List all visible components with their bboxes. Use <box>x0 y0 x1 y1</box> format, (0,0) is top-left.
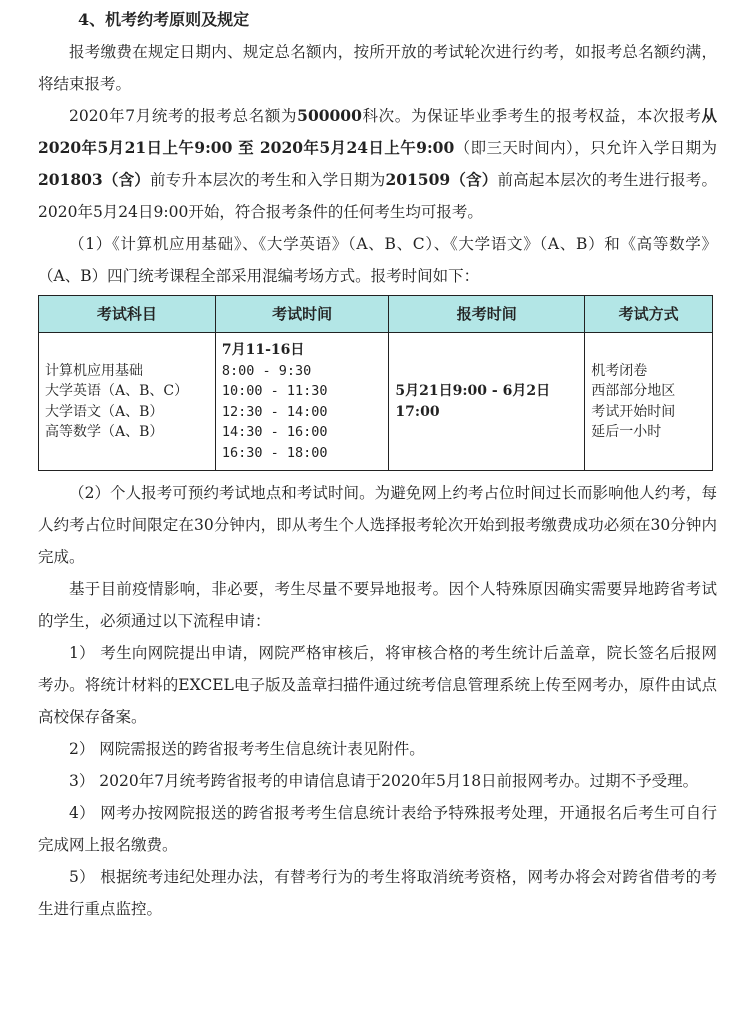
paragraph-step-2: 2） 网院需报送的跨省报考考生信息统计表见附件。 <box>69 740 425 758</box>
registration-period: 从2020年5月21日上午9:00 至 2020年5月24日上午9:00 <box>38 106 717 157</box>
paragraph-exam-courses: （1）《计算机应用基础》、《大学英语》（A、B、C）、《大学语文》（A、B）和《高等数学》（A、B）四门统考课程全部采用混编考场方式。报考时间如下： <box>38 235 717 285</box>
method-line: 西部部分地区 <box>591 383 676 399</box>
exam-slot: 12:30 - 14:00 <box>221 403 328 420</box>
enrollment-date-upgrade: 201803（含） <box>38 170 150 189</box>
paragraph-epidemic-note: 基于目前疫情影响，非必要，考生尽量不要异地报考。因个人特殊原因确实需要异地跨省考试的学生，必须通过以下流程申请： <box>38 580 717 630</box>
header-subject: 考试科目 <box>39 296 216 333</box>
text-segment: 前高起本层次的考生进行报考。2020年5月24日9:00开始，符合报考条件的任何考生均可报考。 <box>38 171 717 221</box>
exam-dates: 7月11-16日 <box>221 342 305 358</box>
register-time-line: 5月21日9:00 - 6月2日 <box>395 383 551 399</box>
exam-slot: 14:30 - 16:00 <box>221 424 328 440</box>
subject: 大学英语（A、B、C） <box>45 383 189 399</box>
paragraph-step-1: 1） 考生向网院提出申请，网院严格审核后，将审核合格的考生统计后盖章，院长签名后报网考办。将统计材料的EXCEL电子版及盖章扫描件通过统考信息管理系统上传至网考办，原件由试点高校保存备案。 <box>38 644 717 726</box>
method-line: 延后一小时 <box>591 424 662 440</box>
subject: 大学语文（A、B） <box>45 403 164 420</box>
exam-slot: 16:30 - 18:00 <box>221 444 328 461</box>
header-register-time: 报考时间 <box>389 296 585 333</box>
paragraph-quota-rule: 报考缴费在规定日期内、规定总名额内，按所开放的考试轮次进行约考，如报考总名额约满，将结束报考。 <box>38 43 717 93</box>
table-row <box>39 333 713 471</box>
cell-subjects <box>39 333 216 471</box>
register-time-line: 17:00 <box>395 403 440 420</box>
text-segment: 科次。为保证毕业季考生的报考权益，本次报考 <box>361 107 702 125</box>
cell-exam-times <box>215 333 389 471</box>
text-segment: 2020年7月统考的报考总名额为 <box>69 107 298 125</box>
header-exam-method: 考试方式 <box>585 296 713 333</box>
document-page <box>0 4 747 1023</box>
paragraph-booking-limit: （2）个人报考可预约考试地点和考试时间。为避免网上约考占位时间过长而影响他人约考，每人约考占位时间限定在30分钟内，即从考生个人选择报考轮次开始到报考缴费成功必须在30分钟内完成。 <box>38 484 717 566</box>
method-line: 机考闭卷 <box>591 362 648 379</box>
exam-slot: 10:00 - 11:30 <box>221 383 328 399</box>
method-line: 考试开始时间 <box>591 403 676 420</box>
paragraph-registration-window <box>38 100 717 228</box>
cell-register-time <box>389 333 585 471</box>
cell-exam-method <box>585 333 713 471</box>
text-segment: （即三天时间内），只允许入学日期为 <box>454 139 717 157</box>
text-segment: 前专升本层次的考生和入学日期为 <box>150 171 386 189</box>
subject: 高等数学（A、B） <box>45 424 164 440</box>
total-quota: 500000 <box>297 106 362 125</box>
paragraph-step-3: 3） 2020年7月统考跨省报考的申请信息请于2020年5月18日前报网考办。过期不予受理。 <box>69 772 699 790</box>
table-header-row <box>39 296 713 333</box>
paragraph-step-4: 4） 网考办按网院报送的跨省报考考生信息统计表给予特殊报考处理，开通报名后考生可自行完成网上报名缴费。 <box>38 804 717 854</box>
header-exam-time: 考试时间 <box>215 296 389 333</box>
enrollment-date-highschool: 201509（含） <box>385 170 498 189</box>
exam-schedule-table <box>38 295 713 471</box>
paragraph-step-5: 5） 根据统考违纪处理办法，有替考行为的考生将取消统考资格，网考办将会对跨省借考的考生进行重点监控。 <box>38 868 717 918</box>
subject: 计算机应用基础 <box>45 362 143 379</box>
section-heading: 4、机考约考原则及规定 <box>78 10 250 29</box>
exam-slot: 8:00 - 9:30 <box>221 362 312 379</box>
